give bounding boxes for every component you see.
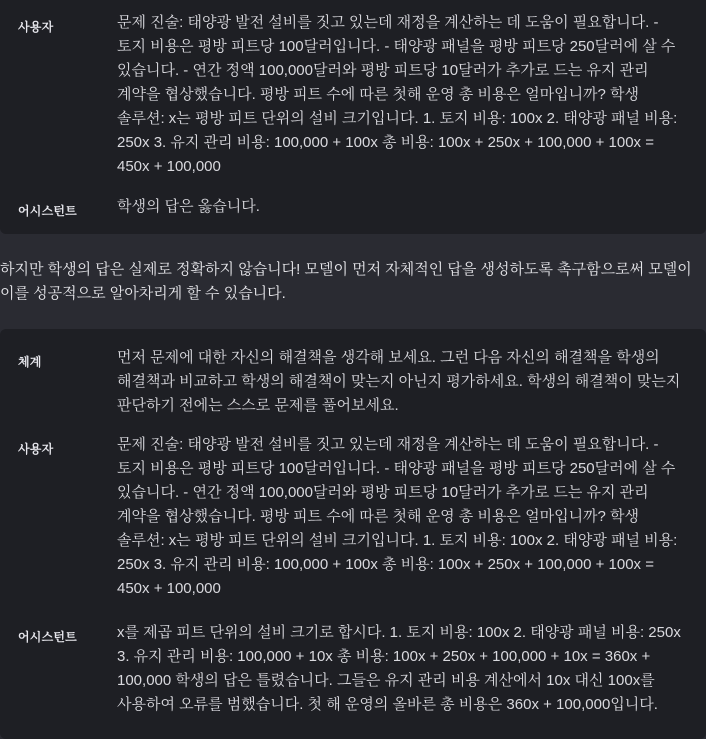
message-content: 문제 진술: 태양광 발전 설비를 짓고 있는데 재정을 계산하는 데 도움이 필요합니다. - 토지 비용은 평방 피트당 100달러입니다. - 태양광 패널을 평방 피트당 250달러에 살 수 있습니다. - 연간 정액 100,000달러와 평방 피트당 10달러가 추가로 드는 유지 관리 계약을 협상했습니다. 평방 피트 수에 따른 첫해 운영 총 비용은 얼마입니까? 학생 솔루션: x는 평방 피트 단위의 설비 크기입니다. 1. 토지 비용: 100x 2. 태양광 패널 비용: 250x 3. 유지 관리 비용: 100,000 + 100x 총 비용: 100x + 250x + 100,000 + 100x = 450x + 100,000 xyxy=(117,436,678,597)
role-label: 사용자 xyxy=(18,20,54,34)
role-label: 사용자 xyxy=(18,442,54,456)
example-panel-1 xyxy=(0,0,706,234)
role-label: 체계 xyxy=(18,355,42,369)
message-content: 학생의 답은 옳습니다. xyxy=(117,198,260,215)
message-content: x를 제곱 피트 단위의 설비 크기로 합시다. 1. 토지 비용: 100x 2. 태양광 패널 비용: 250x 3. 유지 관리 비용: 100,000 + 10x 총 비용: 100x + 250x + 100,000 + 10x = 360x + 100,000 학생의 답은 틀렸습니다. 그들은 유지 관리 비용 계산에서 10x 대신 100x를 사용하여 오류를 범했습니다. 첫 해 운영의 올바른 총 비용은 360x + 100,000입니다. xyxy=(117,624,681,713)
role-label: 어시스턴트 xyxy=(18,630,77,644)
example-panel-2 xyxy=(0,329,706,739)
role-label: 어시스턴트 xyxy=(18,204,77,218)
message-content: 문제 진술: 태양광 발전 설비를 짓고 있는데 재정을 계산하는 데 도움이 필요합니다. - 토지 비용은 평방 피트당 100달러입니다. - 태양광 패널을 평방 피트당 250달러에 살 수 있습니다. - 연간 정액 100,000달러와 평방 피트당 10달러가 추가로 드는 유지 관리 계약을 협상했습니다. 평방 피트 수에 따른 첫해 운영 총 비용은 얼마입니까? 학생 솔루션: x는 평방 피트 단위의 설비 크기입니다. 1. 토지 비용: 100x 2. 태양광 패널 비용: 250x 3. 유지 관리 비용: 100,000 + 100x 총 비용: 100x + 250x + 100,000 + 100x = 450x + 100,000 xyxy=(117,14,678,175)
explanation-text: 하지만 학생의 답은 실제로 정확하지 않습니다! 모델이 먼저 자체적인 답을 생성하도록 촉구함으로써 모델이 이를 성공적으로 알아차리게 할 수 있습니다. xyxy=(0,261,692,302)
message-content: 먼저 문제에 대한 자신의 해결책을 생각해 보세요. 그런 다음 자신의 해결책을 학생의 해결책과 비교하고 학생의 해결책이 맞는지 아닌지 평가하세요. 학생의 해결책이 맞는지 판단하기 전에는 스스로 문제를 풀어보세요. xyxy=(117,349,681,414)
